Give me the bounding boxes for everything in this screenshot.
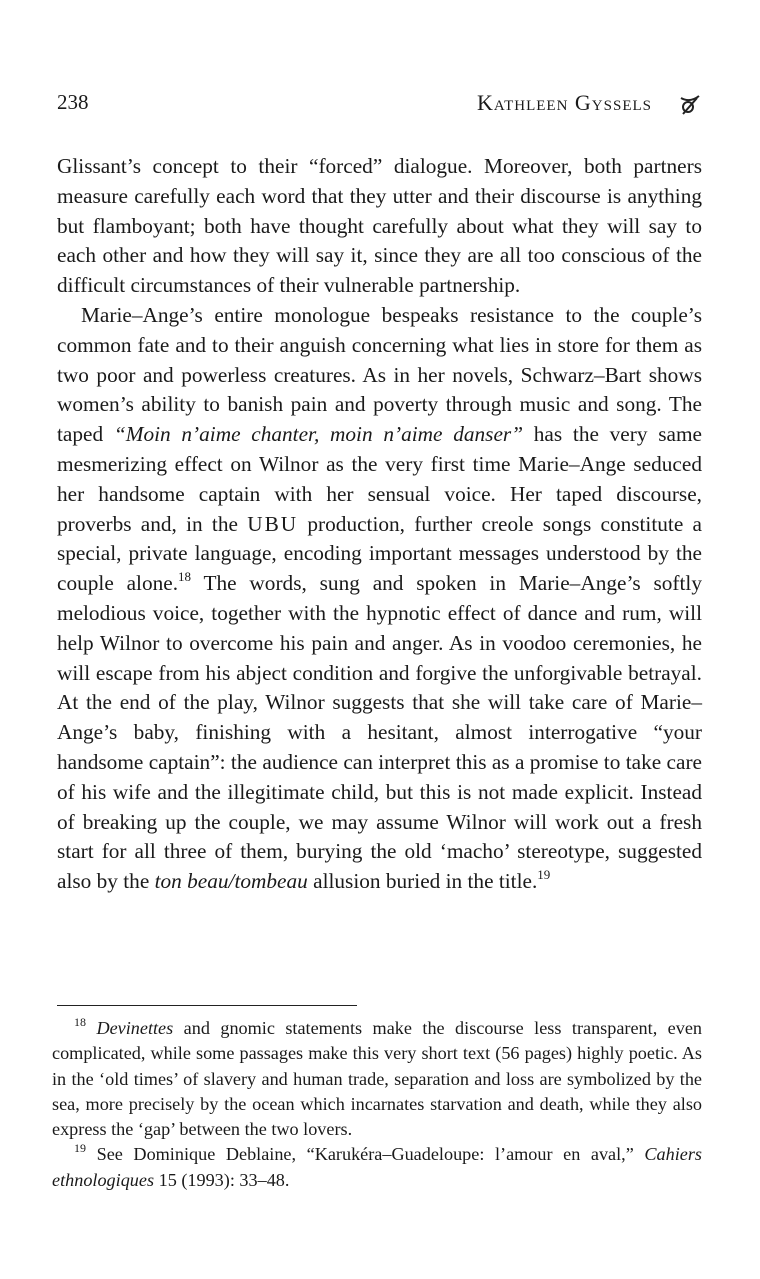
main-text bbox=[57, 152, 702, 897]
running-head-author: Kathleen Gyssels bbox=[477, 90, 652, 115]
footnote-rule bbox=[57, 1005, 357, 1006]
footnote-number: 19 bbox=[74, 1141, 86, 1156]
paragraph-2: Marie–Ange’s entire monologue bespeaks resistance to the couple’s common fate and to their anguish concerning what lies in store for them as two poor and powerless creatures. As in her novels, Schwarz–Bart shows women’s ability to banish pain and poverty through music and song. The taped “Moin n’aime chanter, moin n’aime danser” has the very same mesmerizing effect on Wilnor as the very first time Marie–Ange seduced her handsome captain with her sensual voice. Her taped discourse, proverbs and, in the UBU production, further creole songs constitute a special, private language, encoding important messages understood by the couple alone.$^{18}$ The words, sung and spoken in Marie–Ange’s softly melodious voice, together with the hypnotic effect of dance and rum, will help Wilnor to overcome his pain and anger. As in voodoo ceremonies, he will escape from his abject condition and forgive the unforgivable betrayal. At the end of the play, Wilnor suggests that she will take care of Marie–Ange’s baby, finishing with a hesitant, almost interrogative “your handsome captain”: the audience can interpret this as a promise to take care of his wife and the illegitimate child, but this is not made explicit. Instead of breaking up the couple, we may assume Wilnor will work out a fresh start for all three of them, burying the old ‘macho’ stereotype, suggested also by the ton beau/tombeau allusion buried in the title.$^{19}$ bbox=[57, 302, 702, 894]
running-header bbox=[57, 88, 702, 120]
footnote-ref-18[interactable]: 18 bbox=[178, 569, 192, 585]
journal-title: Cahiers ethnologiques bbox=[52, 1144, 702, 1190]
song-title: “Moin n’aime chanter, moin n’aime danser” bbox=[113, 422, 524, 447]
ubu-production: UBU bbox=[247, 511, 299, 536]
paragraph-1: Glissant’s concept to their “forced” dialogue. Moreover, both partners measure carefully each word that they utter and their discourse is anything but flamboyant; both have thought carefully about what they will say to each other and how they will say it, since they are all too conscious of the difficult circumstances of their vulnerable partnership. bbox=[57, 154, 702, 298]
wordplay-allusion: ton beau/tombeau bbox=[154, 869, 308, 894]
footnote-number: 18 bbox=[74, 1015, 86, 1029]
fleuron-icon bbox=[678, 94, 702, 116]
page-number: 238 bbox=[57, 90, 89, 114]
footnotes bbox=[52, 1016, 702, 1193]
footnote-19: $^{19}$ See Dominique Deblaine, “Karukéra–Guadeloupe: l’amour en aval,” Cahiers ethnologiques 15 (1993): 33–48. bbox=[52, 1141, 702, 1190]
footnote-ref-19[interactable]: 19 bbox=[537, 867, 551, 883]
footnote-18: $^{18}$ Devinettes and gnomic statements make the discourse less transparent, even complicated, while some passages make this very short text (56 pages) highly poetic. As in the ‘old times’ of slavery and human trade, separation and loss are symbolized by the sea, more precisely by the ocean which incarnates starvation and death, while they also express the ‘gap’ between the two lovers. bbox=[52, 1015, 703, 1140]
